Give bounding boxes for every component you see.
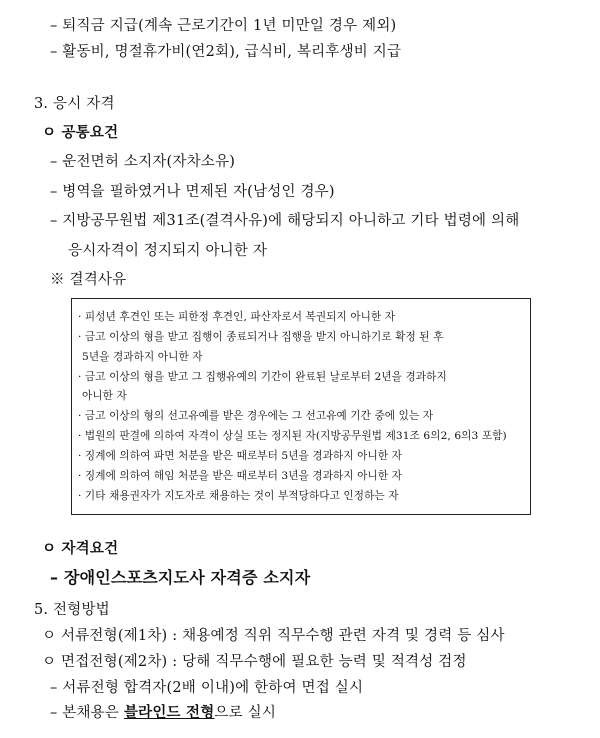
requirement-civil-law-1: – 지방공무원법 제31조(결격사유)에 해당되지 아니하고 기타 법령에 의해 xyxy=(50,213,520,229)
selection-document-screening: ㅇ 서류전형(제1차) : 채용예정 직위 직무수행 관련 자격 및 경력 등 심사 xyxy=(42,628,505,644)
section-heading-qualifications: 3. 응시 자격 xyxy=(34,96,115,112)
box-line: · 피성년 후견인 또는 피한정 후견인, 파산자로서 복권되지 아니한 자 xyxy=(78,311,396,323)
selection-interview: ㅇ 면접전형(제2차) : 당해 직무수행에 필요한 능력 및 적격성 검정 xyxy=(42,654,467,670)
requirement-civil-law-2: 응시자격이 정지되지 아니한 자 xyxy=(68,243,268,259)
box-line: 아니한 자 xyxy=(82,390,127,402)
box-line: · 징계에 의하여 파면 처분을 받은 때로부터 5년을 경과하지 아니한 자 xyxy=(78,450,402,462)
selection-interview-note: – 서류전형 합격자(2배 이내)에 한하여 면접 실시 xyxy=(50,680,364,696)
section-heading-selection: 5. 전형방법 xyxy=(34,602,110,618)
box-line: · 법원의 판결에 의하여 자격이 상실 또는 정지된 자(지방공무원법 제31조 6의2, 6의3 포함) xyxy=(78,430,507,442)
selection-blind-note xyxy=(50,701,276,722)
box-line: · 금고 이상의 형을 받고 집행이 종료되거나 집행을 받지 아니하기로 확정 된 후 xyxy=(78,331,444,343)
box-line: · 징계에 의하여 해임 처분을 받은 때로부터 3년을 경과하지 아니한 자 xyxy=(78,470,402,482)
box-line: · 기타 채용권자가 지도자로 채용하는 것이 부적당하다고 인정하는 자 xyxy=(78,490,399,502)
disqualification-note: ※ 결격사유 xyxy=(50,272,127,288)
box-line: 5년을 경과하지 아니한 자 xyxy=(82,351,203,363)
benefit-line-allowances: – 활동비, 명절휴가비(연2회), 급식비, 복리후생비 지급 xyxy=(50,44,402,60)
blind-note-suffix: 으로 실시 xyxy=(214,705,277,721)
box-line: · 금고 이상의 형을 받고 그 집행유예의 기간이 완료된 날로부터 2년을 경과하지 xyxy=(78,371,447,383)
qualification-requirements-heading: ㅇ 자격요건 xyxy=(42,541,119,557)
requirement-sports-instructor: – 장애인스포츠지도사 자격증 소지자 xyxy=(50,568,311,587)
common-requirements-heading: ㅇ 공통요건 xyxy=(42,125,119,141)
requirement-military: – 병역을 필하였거나 면제된 자(남성인 경우) xyxy=(50,184,335,200)
benefit-line-retirement: – 퇴직금 지급(계속 근로기간이 1년 미만일 경우 제외) xyxy=(50,18,397,34)
disqualification-box xyxy=(71,298,531,515)
blind-note-prefix: – 본채용은 xyxy=(50,705,124,721)
box-line: · 금고 이상의 형의 선고유예를 받은 경우에는 그 선고유예 기간 중에 있는 자 xyxy=(78,410,434,422)
blind-note-emphasis: 블라인드 전형 xyxy=(123,705,215,721)
requirement-drivers-license: – 운전면허 소지자(자차소유) xyxy=(50,154,236,170)
